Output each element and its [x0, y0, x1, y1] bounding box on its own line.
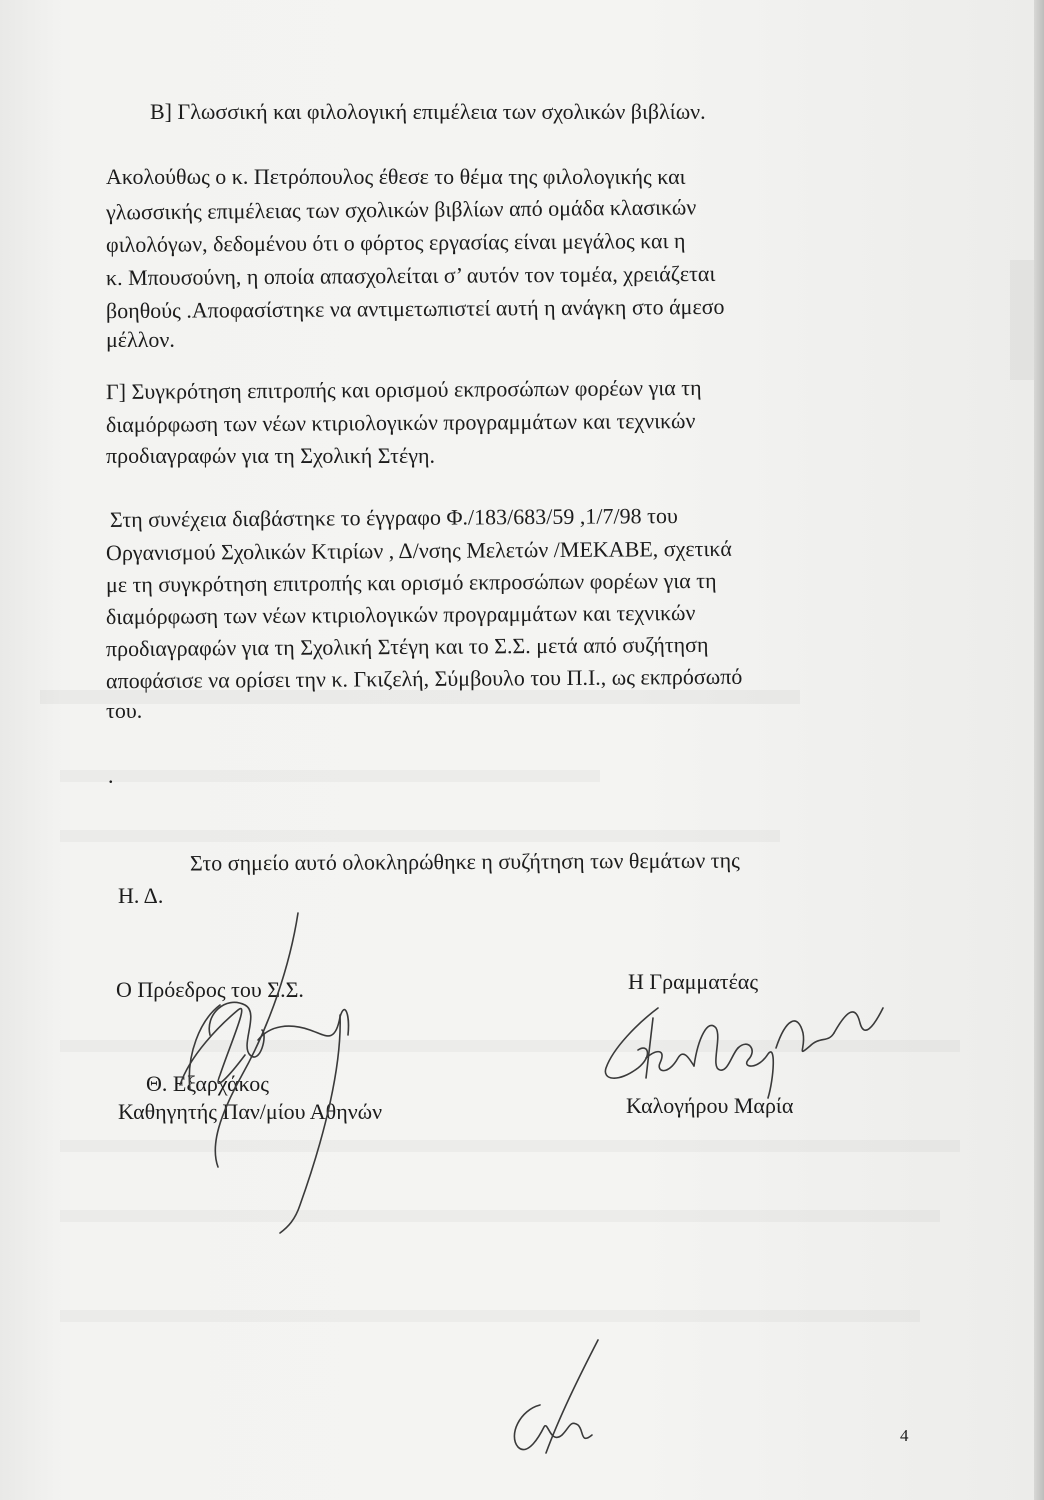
section-c-heading-line: προδιαγραφών για τη Σχολική Στέγη. [106, 443, 435, 468]
president-role: Ο Πρόεδρος του Σ.Σ. [116, 977, 304, 1002]
section-c-line: Στη συνέχεια διαβάστηκε το έγγραφο Φ./183/683/59 ,1/7/98 του [109, 503, 678, 532]
section-c-line: με τη συγκρότηση επιτροπής και ορισμό εκπροσώπων φορέων για τη [105, 567, 717, 598]
page-number: 4 [900, 1426, 909, 1445]
closing-line: Στο σημείο αυτό ολοκληρώθηκε η συζήτηση των θεμάτων της [189, 847, 740, 876]
section-c-heading-line: διαμόρφωση των νέων κτιριολογικών προγραμμάτων και τεχνικών [105, 407, 696, 438]
initials-signature [500, 1335, 610, 1465]
section-c-line: Οργανισμού Σχολικών Κτιρίων , Δ/νσης Μελετών /ΜΕΚΑΒΕ, σχετικά [105, 535, 732, 566]
stray-dot: . [108, 763, 114, 788]
section-c-line: του. [106, 698, 143, 723]
section-b-line: φιλολόγων, δεδομένου ότι ο φόρτος εργασίας είναι μεγάλος και η [105, 227, 686, 258]
section-b-line: βοηθούς .Αποφασίστηκε να αντιμετωπιστεί αυτή η ανάγκη στο άμεσο [105, 293, 725, 324]
section-c-line: αποφάσισε να ορίσει την κ. Γκιζελή, Σύμβουλο του Π.Ι., ως εκπρόσωπό [105, 663, 743, 694]
section-c-line: διαμόρφωση των νέων κτιριολογικών προγραμμάτων και τεχνικών [105, 599, 696, 630]
page-edge [1034, 0, 1044, 1500]
secretary-signature [598, 988, 888, 1108]
secretary-name: Καλογήρου Μαρία [626, 1093, 794, 1118]
section-c-heading-line: Γ] Συγκρότηση επιτροπής και ορισμού εκπροσώπων φορέων για τη [105, 374, 702, 405]
president-title: Καθηγητής Παν/μίου Αθηνών [118, 1099, 383, 1124]
section-b-line: γλωσσικής επιμέλειας των σχολικών βιβλίων από ομάδα κλασικών [105, 194, 697, 225]
closing-line: Η. Δ. [118, 883, 164, 908]
secretary-role: Η Γραμματέας [628, 969, 759, 994]
section-b-line: κ. Μπουσούνη, η οποία απασχολείται σ’ αυτόν τον τομέα, χρειάζεται [105, 260, 716, 291]
president-name: Θ. Εξαρχάκος [146, 1071, 269, 1096]
section-b-line: μέλλον. [106, 327, 175, 352]
section-c-line: προδιαγραφών για τη Σχολική Στέγη και το Σ.Σ. μετά από συζήτηση [105, 631, 709, 662]
president-signature [150, 905, 410, 1235]
section-b-line: Ακολούθως ο κ. Πετρόπουλος έθεσε το θέμα της φιλολογικής και [106, 164, 686, 189]
section-b-heading: Β] Γλωσσική και φιλολογική επιμέλεια των σχολικών βιβλίων. [150, 99, 706, 124]
